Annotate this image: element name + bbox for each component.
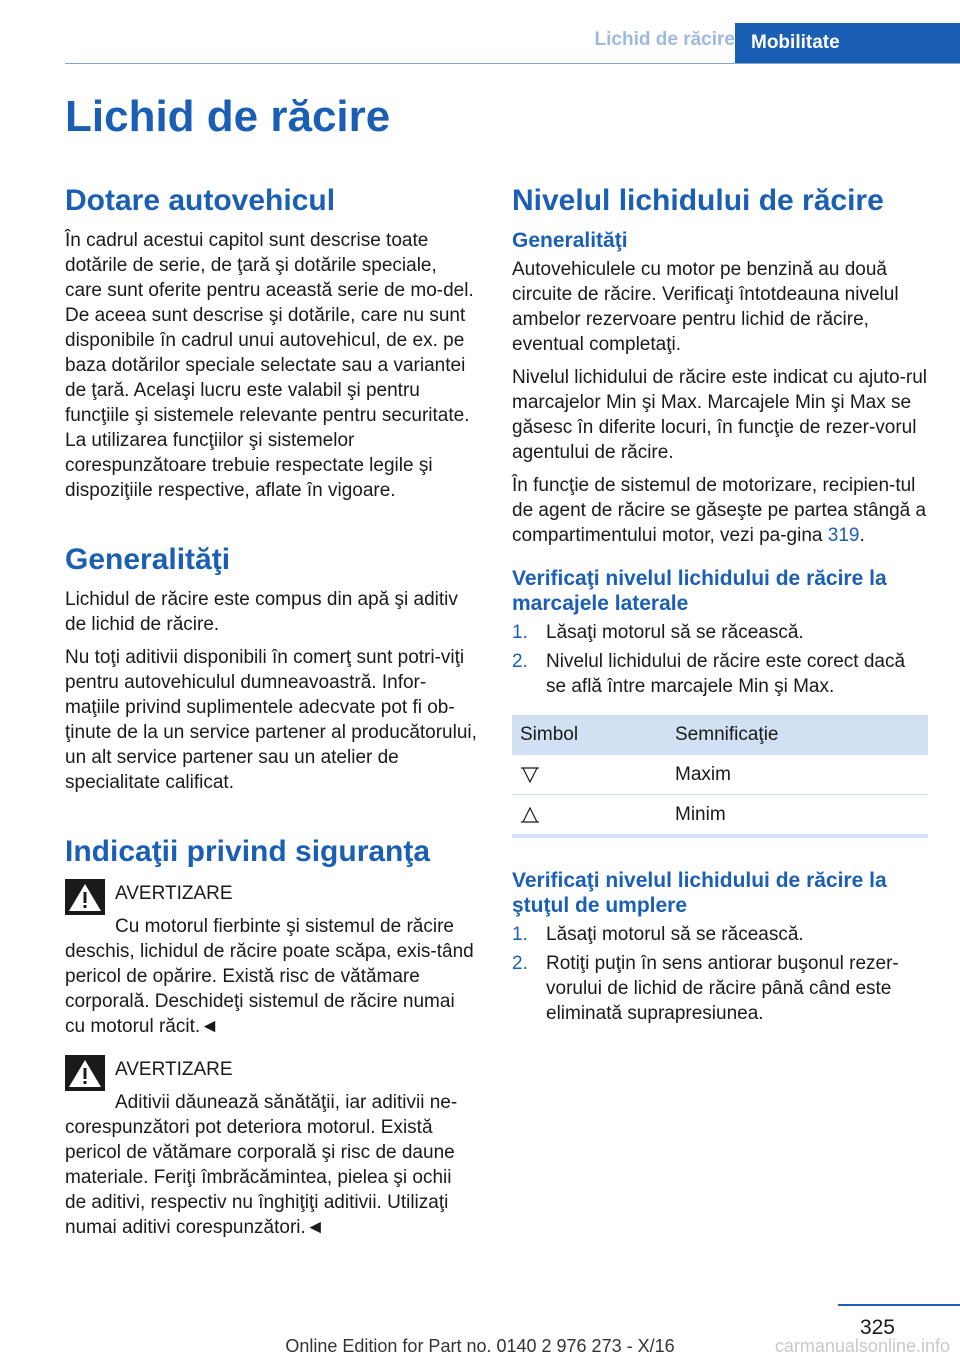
side-marks-heading: Verificaţi nivelul lichidului de răcire la marcajele laterale bbox=[512, 567, 887, 615]
step-number: 2. bbox=[512, 651, 528, 672]
watermark: carmanualsonline.info bbox=[774, 1336, 950, 1356]
level-p1: Autovehiculele cu motor pe benzină au două circuite de răcire. Verificaţi întotdeauna nivelul ambelor rezervoare pentru lichid de răcire, eventual completaţi. bbox=[512, 259, 899, 355]
level-p2: Nivelul lichidului de răcire este indicat cu ajuto‐rul marcajelor Min şi Max. Marcajele Min şi Max se găsesc în diferite locuri, în funcţie de rezer‐vorul agentului de răcire. bbox=[512, 367, 928, 463]
list-item bbox=[512, 649, 928, 699]
step-text: Lăsaţi motorul să se răcească. bbox=[546, 924, 804, 945]
safety-heading: Indicaţii privind siguranţa bbox=[65, 835, 431, 868]
warning-label: AVERTIZARE bbox=[115, 1059, 233, 1080]
list-item bbox=[512, 620, 928, 645]
level-heading: Nivelul lichidului de răcire bbox=[512, 184, 884, 217]
table-header-row bbox=[512, 715, 928, 755]
step-text: Rotiţi puţin în sens antiorar buşonul rezer‐vorului de lichid de răcire până când este eliminată suprapresiunea. bbox=[546, 953, 899, 1024]
page-number: 325 bbox=[859, 1316, 895, 1339]
page-header bbox=[65, 23, 960, 64]
warning-text: Aditivii dăunează sănătăţii, iar aditivii ne‐corespunzători pot deteriora motorul. Există pericol de vătămare corporală şi risc de daune materiale. Feriţi îmbrăcămintea, pielea şi ochii de aditivi, respectiv nu înghiţiţi aditivii. Utilizaţi numai aditivi corespunzători.◄ bbox=[65, 1092, 458, 1238]
step-text: Lăsaţi motorul să se răcească. bbox=[546, 622, 804, 643]
warning-block-2 bbox=[65, 1055, 477, 1240]
warning-label: AVERTIZARE bbox=[115, 883, 233, 904]
right-column bbox=[512, 184, 928, 1040]
page-title: Lichid de răcire bbox=[65, 92, 391, 141]
symbol-table bbox=[512, 715, 928, 838]
warning-triangle-icon bbox=[65, 1055, 105, 1091]
section-title: Lichid de răcire bbox=[594, 29, 735, 50]
level-p3-end: . bbox=[859, 525, 865, 546]
general-p2: Nu toţi aditivii disponibili în comerţ sunt potri‐viţi pentru autovehiculul dumneavoastră. Infor‐maţiile privind suplimentele adecvate pot fi ob‐ţinute de la un service partener al producătorului, un alt service partener sau un atelier de specialitate calificat. bbox=[65, 647, 477, 793]
list-item bbox=[512, 922, 928, 947]
equipment-heading: Dotare autovehicul bbox=[65, 184, 336, 217]
step-number: 1. bbox=[512, 622, 528, 643]
warning-text: Cu motorul fierbinte şi sistemul de răcire deschis, lichidul de răcire poate scăpa, exis‐tând pericol de opărire. Există risc de vătămare corporală. Deschideţi sistemul de răcire numai cu motorul răcit.◄ bbox=[65, 916, 474, 1037]
page-link[interactable]: 319 bbox=[827, 525, 860, 546]
level-p3-text: În funcţie de sistemul de motorizare, recipien‐tul de agent de răcire se găseşte pe partea stângă a compartimentului motor, vezi pa‐gina bbox=[512, 475, 927, 546]
edition-text: Online Edition for Part no. 0140 2 976 273 - X/16 bbox=[285, 1336, 675, 1356]
step-number: 2. bbox=[512, 953, 528, 974]
table-cell-meaning: Minim bbox=[669, 795, 928, 837]
list-item bbox=[512, 951, 928, 1026]
footer-rule bbox=[838, 1304, 960, 1306]
left-column bbox=[65, 184, 477, 1256]
table-header-symbol: Simbol bbox=[512, 715, 669, 755]
warning-triangle-icon bbox=[65, 879, 105, 915]
table-row bbox=[512, 755, 928, 795]
max-mark-icon bbox=[520, 767, 540, 783]
step-number: 1. bbox=[512, 924, 528, 945]
table-header-meaning: Semnificaţie bbox=[669, 715, 928, 755]
general-p1: Lichidul de răcire este compus din apă şi aditiv de lichid de răcire. bbox=[65, 589, 458, 635]
level-subheading: Generalităţi bbox=[512, 229, 628, 252]
filler-steps bbox=[512, 922, 928, 1026]
general-heading: Generalităţi bbox=[65, 543, 231, 576]
side-marks-steps bbox=[512, 620, 928, 699]
step-text: Nivelul lichidului de răcire este corect dacă se află între marcajele Min şi Max. bbox=[546, 651, 906, 697]
warning-block-1 bbox=[65, 879, 477, 1039]
table-cell-meaning: Maxim bbox=[669, 755, 928, 795]
chapter-tab: Mobilitate bbox=[735, 23, 960, 63]
equipment-text: În cadrul acestui capitol sunt descrise toate dotările de serie, de ţară şi dotările speciale, care sunt oferite pentru această serie de mo‐del. De aceea sunt descrise şi dotările, care nu sunt disponibile în cadrul unui autovehicul, de ex. pe baza dotărilor speciale selectate sau a variantei de ţară. Acelaşi lucru este valabil şi pentru funcţiile şi sistemele relevante pentru securitate. La utilizarea funcţiilor şi sistemelor corespunzătoare trebuie respectate legile şi dispoziţiile respective, aflate în vigoare. bbox=[65, 230, 474, 501]
table-row bbox=[512, 795, 928, 837]
min-mark-icon bbox=[520, 807, 540, 823]
filler-heading: Verificaţi nivelul lichidului de răcire la ştuţul de umplere bbox=[512, 869, 887, 917]
level-p3 bbox=[512, 473, 928, 548]
